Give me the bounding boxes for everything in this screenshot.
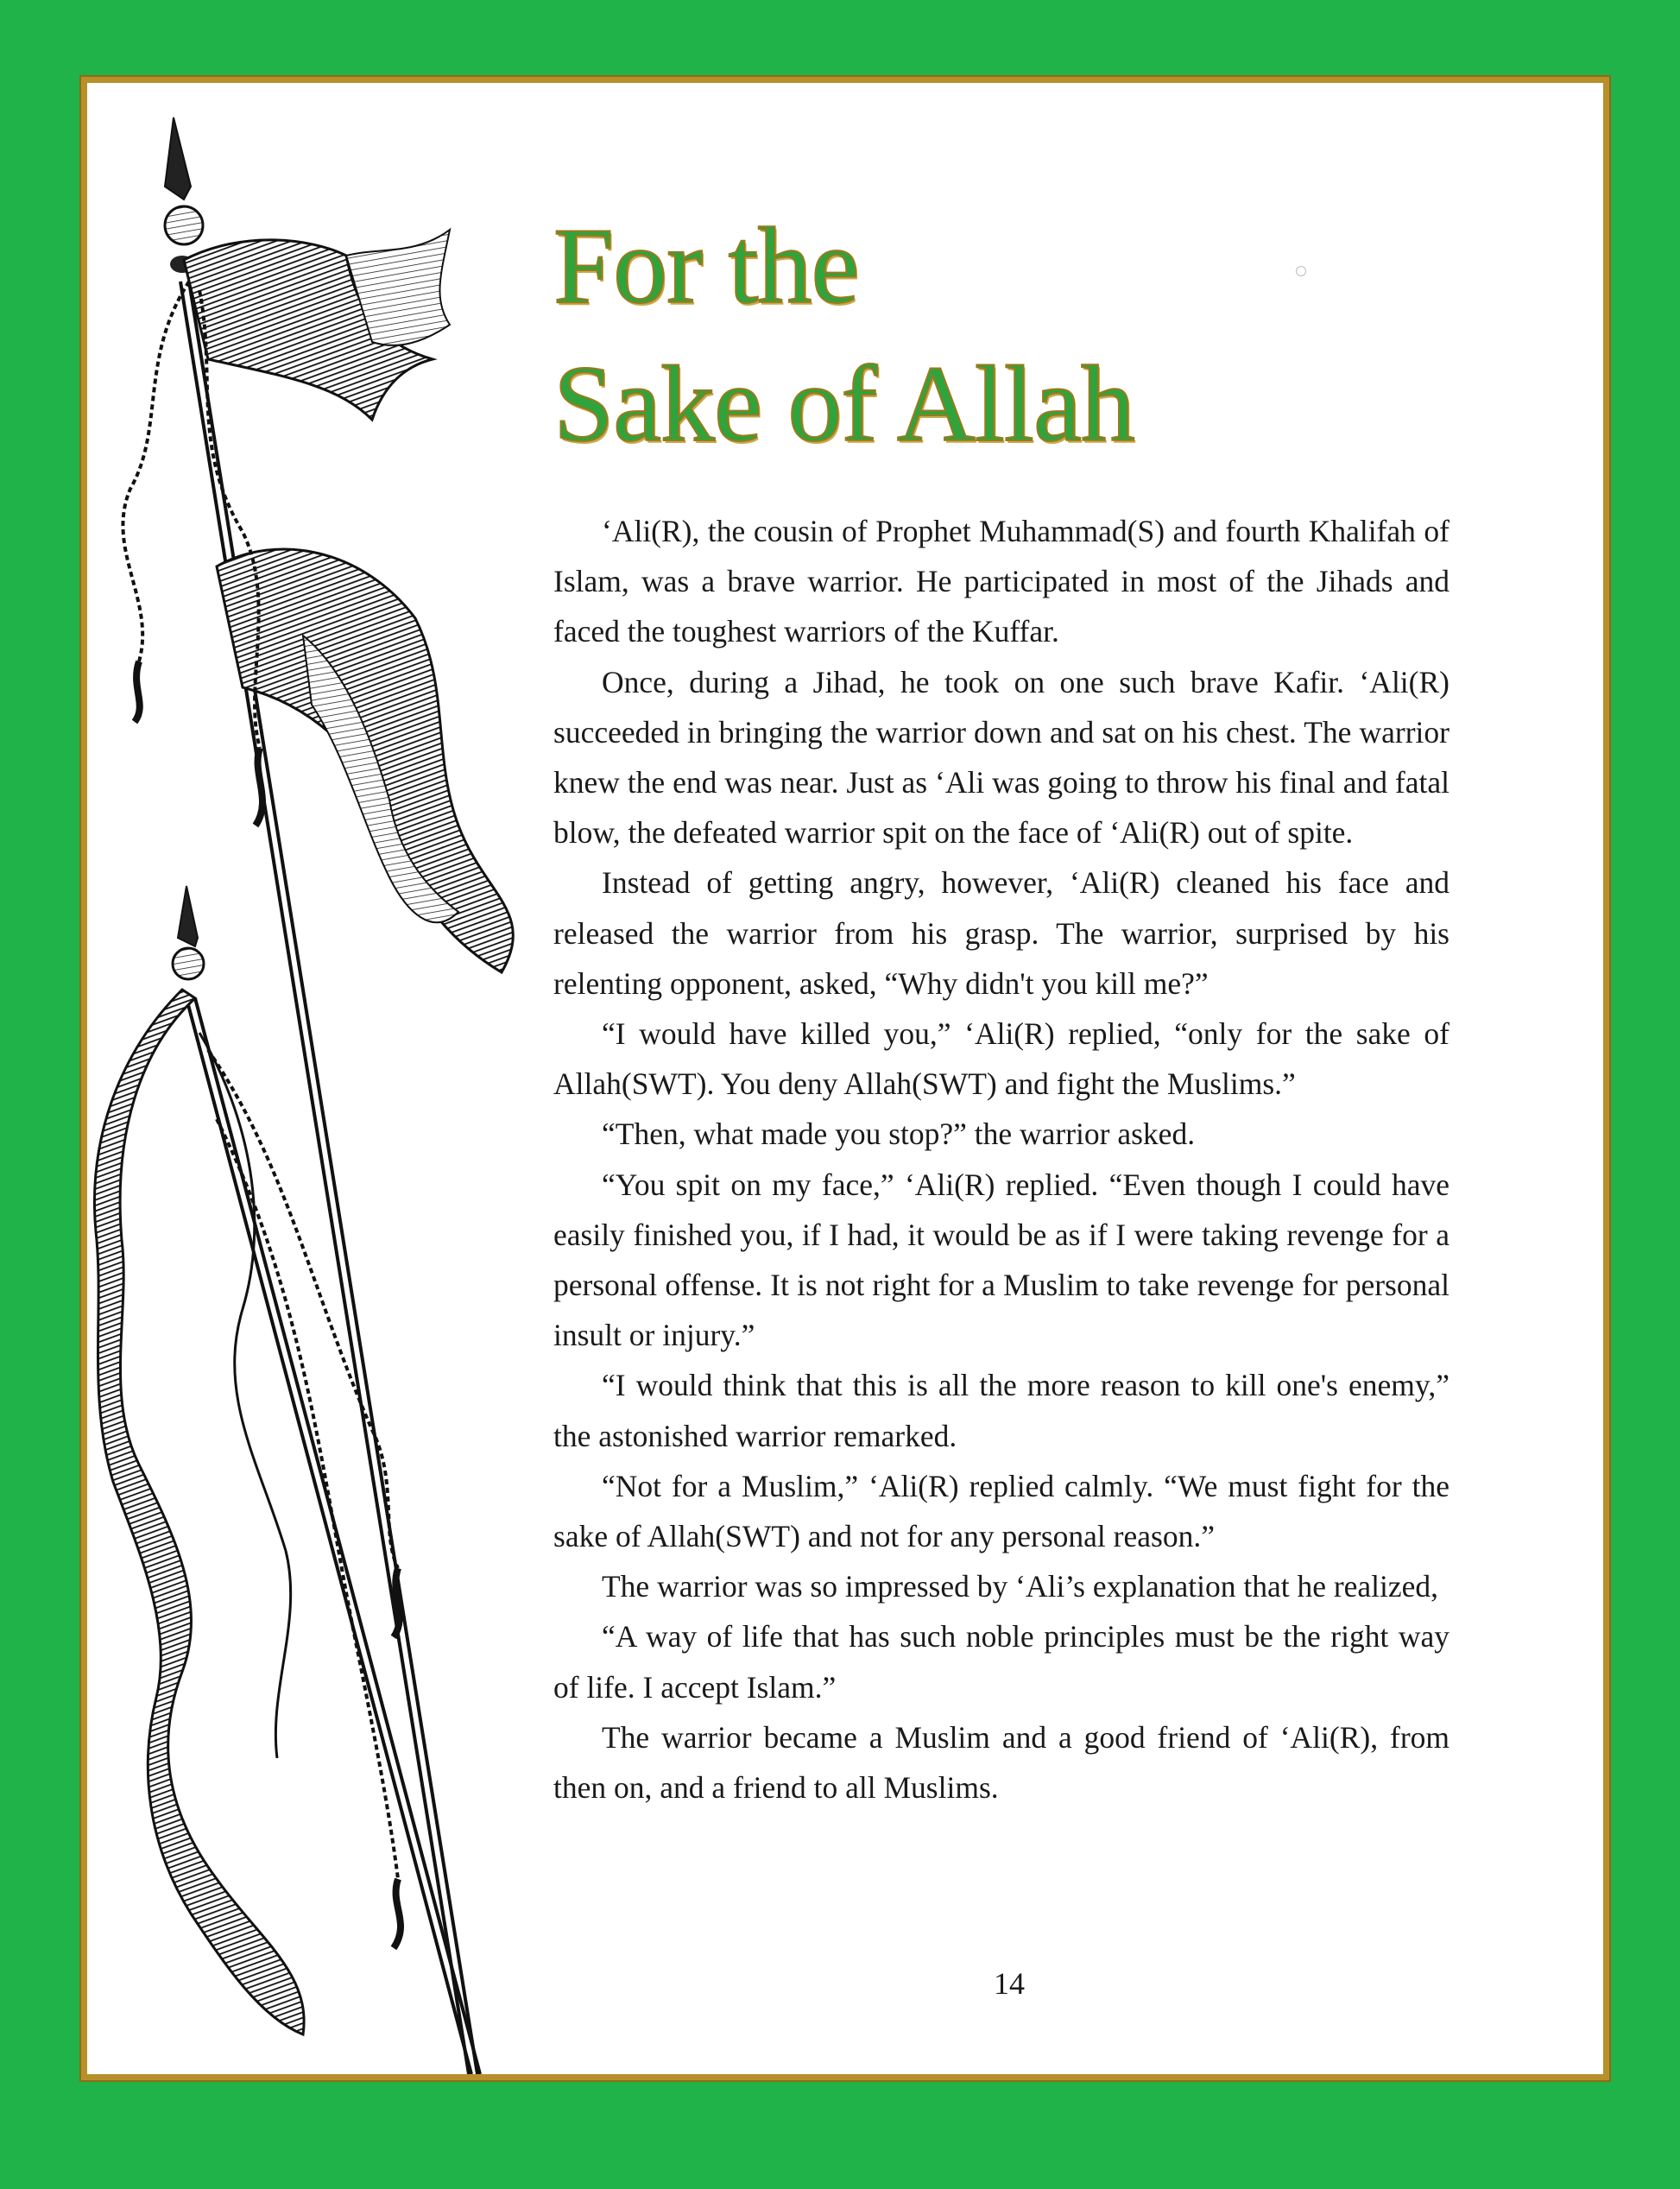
page-title xyxy=(553,206,1134,465)
paragraph: ‘Ali(R), the cousin of Prophet Muhammad(S) and fourth Khalifah of Islam, was a brave warrior. He participated in most of the Jihads and faced the toughest warriors of the Kuffar. xyxy=(553,514,1449,649)
paragraph: Instead of getting angry, however, ‘Ali(R) cleaned his face and released the warrior from his grasp. The warrior, surprised by his relenting opponent, asked, “Why didn't you kill me?” xyxy=(553,865,1449,1001)
paragraph: “Not for a Muslim,” ‘Ali(R) replied calmly. “We must fight for the sake of Allah(SWT) and not for any personal reason.” xyxy=(553,1468,1449,1554)
paragraph: “I would think that this is all the more reason to kill one's enemy,” the astonished warrior remarked. xyxy=(553,1368,1449,1453)
story-text xyxy=(553,506,1449,1813)
story-page xyxy=(81,77,1609,2080)
paragraph: “Then, what made you stop?” the warrior asked. xyxy=(602,1117,1196,1152)
banners-illustration xyxy=(87,83,571,2074)
paragraph: “A way of life that has such noble principles must be the right way of life. I accept Islam.” xyxy=(553,1619,1449,1705)
paragraph: “I would have killed you,” ‘Ali(R) replied, “only for the sake of Allah(SWT). You deny Allah(SWT) and fight the Muslims.” xyxy=(553,1016,1449,1102)
title-line-1: For the xyxy=(553,206,859,326)
paragraph: “You spit on my face,” ‘Ali(R) replied. “Even though I could have easily finished you, if I had, it would be as if I were taking revenge for a personal offense. It is not right for a Muslim to take revenge for personal insult or injury.” xyxy=(553,1167,1449,1353)
paragraph: Once, during a Jihad, he took on one such brave Kafir. ‘Ali(R) succeeded in bringing the warrior down and sat on his chest. The warrior knew the end was near. Just as ‘Ali was going to throw his final and fatal blow, the defeated warrior spit on the face of ‘Ali(R) out of spite. xyxy=(553,664,1449,851)
decorative-dot xyxy=(1296,266,1306,276)
page-number: 14 xyxy=(994,1966,1025,2001)
title-line-2: Sake of Allah xyxy=(553,345,1134,465)
paragraph: The warrior was so impressed by ‘Ali’s explanation that he realized, xyxy=(602,1569,1439,1604)
paragraph: The warrior became a Muslim and a good friend of ‘Ali(R), from then on, and a friend to all Muslims. xyxy=(553,1719,1449,1806)
